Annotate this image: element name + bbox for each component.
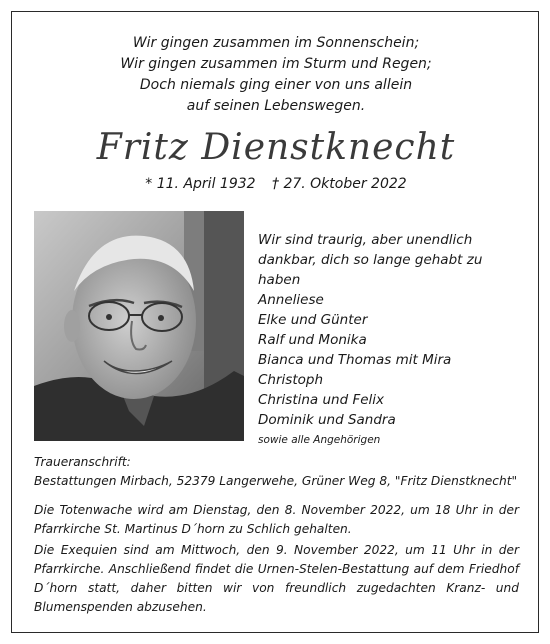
poem-line: Doch niemals ging einer von uns allein [139,77,413,93]
poem-line: Wir gingen zusammen im Sonnenschein; [132,35,420,51]
address-text: Bestattungen Mirbach, 52379 Langerwehe, Grüner Weg 8, "Fritz Dienstknecht" [34,474,518,488]
memorial-poem [12,33,540,117]
family-member: Anneliese [258,292,324,308]
birth-date: * 11. April 1932 [145,176,256,192]
poem-line: Wir gingen zusammen im Sturm und Regen; [120,56,432,72]
obituary-notice [11,11,539,633]
family-member: Dominik und Sandra [258,412,396,428]
life-dates [12,174,540,194]
portrait-photo [34,211,244,441]
family-member: Bianca und Thomas mit Mira [258,352,452,368]
family-member: Elke und Günter [258,312,368,328]
mourners-intro [258,230,528,290]
family-member: Christoph [258,372,323,388]
relatives-note: sowie alle Angehörigen [258,434,381,446]
mourners-block [258,230,528,449]
portrait-photo-image [34,211,244,441]
funeral-paragraph: Die Exequien sind am Mittwoch, den 9. November 2022, um 11 Uhr in der Pfarrkirche. Anschließend findet die Urnen-Stelen-Bestattung auf dem Friedhof D´horn statt, daher bitten wir von freundlich zugedachten Kranz- und Blumenspenden abzusehen. [34,543,519,614]
intro-line: Wir sind traurig, aber unendlich [258,232,473,248]
intro-line: dankbar, dich so lange gehabt zu haben [258,252,483,288]
address-block [34,453,519,491]
family-member: Ralf und Monika [258,332,367,348]
family-list [258,290,528,430]
poem-line: auf seinen Lebenswegen. [186,98,366,114]
deceased-name: Fritz Dienstknecht [96,127,456,168]
address-label: Traueranschrift: [34,455,131,469]
wake-paragraph: Die Totenwache wird am Dienstag, den 8. November 2022, um 18 Uhr in der Pfarrkirche St. Martinus D´horn zu Schlich gehalten. [34,503,519,536]
family-member: Christina und Felix [258,392,385,408]
death-date: † 27. Oktober 2022 [272,176,407,192]
